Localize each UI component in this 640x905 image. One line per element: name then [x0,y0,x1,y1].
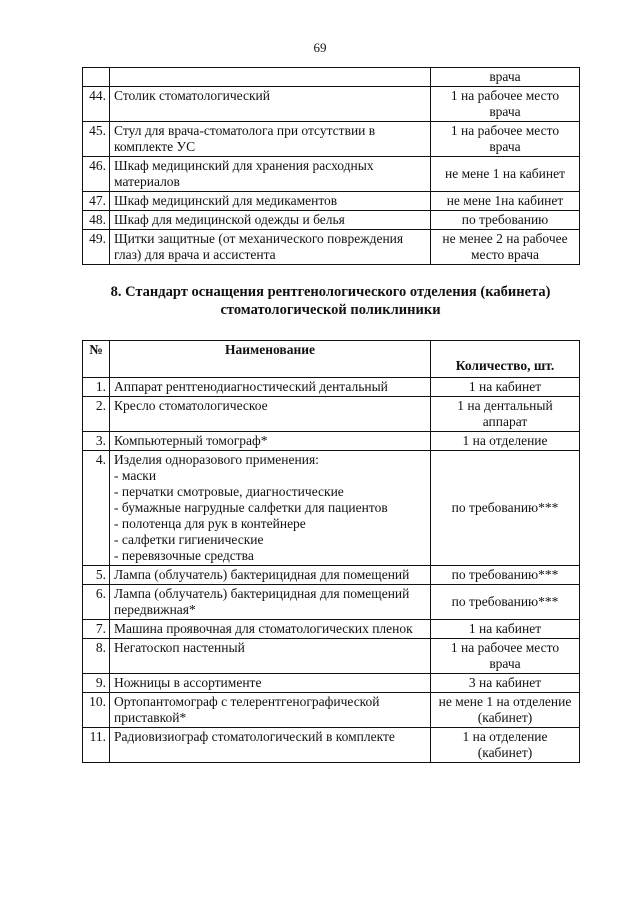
table-row [83,87,580,122]
table-row [83,693,580,728]
item-quantity: 1 на отделение (кабинет) [431,728,580,763]
item-name: Шкаф медицинский для медикаментов [110,192,431,211]
item-quantity: не менее 2 на рабочее место врача [431,230,580,265]
row-number: 2. [83,397,110,432]
sub-item: - бумажные нагрудные салфетки для пациентов [114,500,388,515]
item-quantity: 1 на рабочее место врача [431,122,580,157]
item-name: Негатоскоп настенный [110,639,431,674]
column-header-quantity: Количество, шт. [431,341,580,378]
row-number: 46. [83,157,110,192]
page-number: 69 [313,40,327,55]
sub-item: - салфетки гигиенические [114,532,264,547]
row-number: 6. [83,585,110,620]
item-name: Ортопантомограф с телерентгенографической приставкой* [110,693,431,728]
equipment-table-continued [82,67,580,265]
item-quantity: не мене 1на кабинет [431,192,580,211]
sub-item: - маски [114,468,157,483]
row-number: 10. [83,693,110,728]
item-quantity: по требованию*** [431,566,580,585]
item-name: Лампа (облучатель) бактерицидная для помещений [110,566,431,585]
table-row [83,122,580,157]
item-quantity: не мене 1 на кабинет [431,157,580,192]
row-number: 8. [83,639,110,674]
item-name: Щитки защитные (от механического повреждения глаз) для врача и ассистента [110,230,431,265]
item-name [110,68,431,87]
item-quantity: 1 на рабочее место врача [431,87,580,122]
item-quantity: 1 на рабочее место врача [431,639,580,674]
row-number: 4. [83,451,110,566]
row-number: 47. [83,192,110,211]
table-row [83,397,580,432]
table-row [83,451,580,566]
item-quantity: врача [431,68,580,87]
sub-item: - полотенца для рук в контейнере [114,516,306,531]
item-quantity: 3 на кабинет [431,674,580,693]
row-number: 45. [83,122,110,157]
item-name: Машина проявочная для стоматологических пленок [110,620,431,639]
item-quantity: 1 на дентальный аппарат [431,397,580,432]
row-number: 5. [83,566,110,585]
item-name: Лампа (облучатель) бактерицидная для помещений передвижная* [110,585,431,620]
table-row [83,68,580,87]
item-name: Кресло стоматологическое [110,397,431,432]
table-header-row [83,341,580,378]
table-row [83,728,580,763]
item-quantity: по требованию [431,211,580,230]
item-quantity: 1 на кабинет [431,620,580,639]
table-row [83,674,580,693]
table-row [83,211,580,230]
xray-equipment-table [82,340,580,763]
sub-item: - перевязочные средства [114,548,254,563]
table-row [83,620,580,639]
column-header-name: Наименование [110,341,431,378]
table-row [83,230,580,265]
table-row [83,639,580,674]
row-number: 49. [83,230,110,265]
column-header-number: № [83,341,110,378]
row-number: 7. [83,620,110,639]
row-number: 1. [83,378,110,397]
item-name: Столик стоматологический [110,87,431,122]
row-number: 11. [83,728,110,763]
row-number [83,68,110,87]
item-name: Шкаф медицинский для хранения расходных материалов [110,157,431,192]
item-quantity: 1 на отделение [431,432,580,451]
item-name: Аппарат рентгенодиагностический дентальный [110,378,431,397]
item-name: Ножницы в ассортименте [110,674,431,693]
table-row [83,157,580,192]
item-name [110,451,431,566]
item-name: Радиовизиограф стоматологический в комплекте [110,728,431,763]
item-name: Шкаф для медицинской одежды и белья [110,211,431,230]
item-quantity: не мене 1 на отделение (кабинет) [431,693,580,728]
row-number: 3. [83,432,110,451]
row-number: 48. [83,211,110,230]
table-row [83,378,580,397]
item-name: Стул для врача-стоматолога при отсутствии в комплекте УС [110,122,431,157]
sub-item: - перчатки смотровые, диагностические [114,484,344,499]
table-row [83,432,580,451]
item-quantity: 1 на кабинет [431,378,580,397]
table-row [83,585,580,620]
item-name: Компьютерный томограф* [110,432,431,451]
row-number: 9. [83,674,110,693]
item-name-heading: Изделия одноразового применения: [114,452,319,467]
row-number: 44. [83,87,110,122]
section-title: 8. Стандарт оснащения рентгенологического отделения (кабинета) стоматологической поликлиники [110,284,551,318]
item-quantity: по требованию*** [431,585,580,620]
table-row [83,192,580,211]
table-row [83,566,580,585]
item-quantity: по требованию*** [431,451,580,566]
